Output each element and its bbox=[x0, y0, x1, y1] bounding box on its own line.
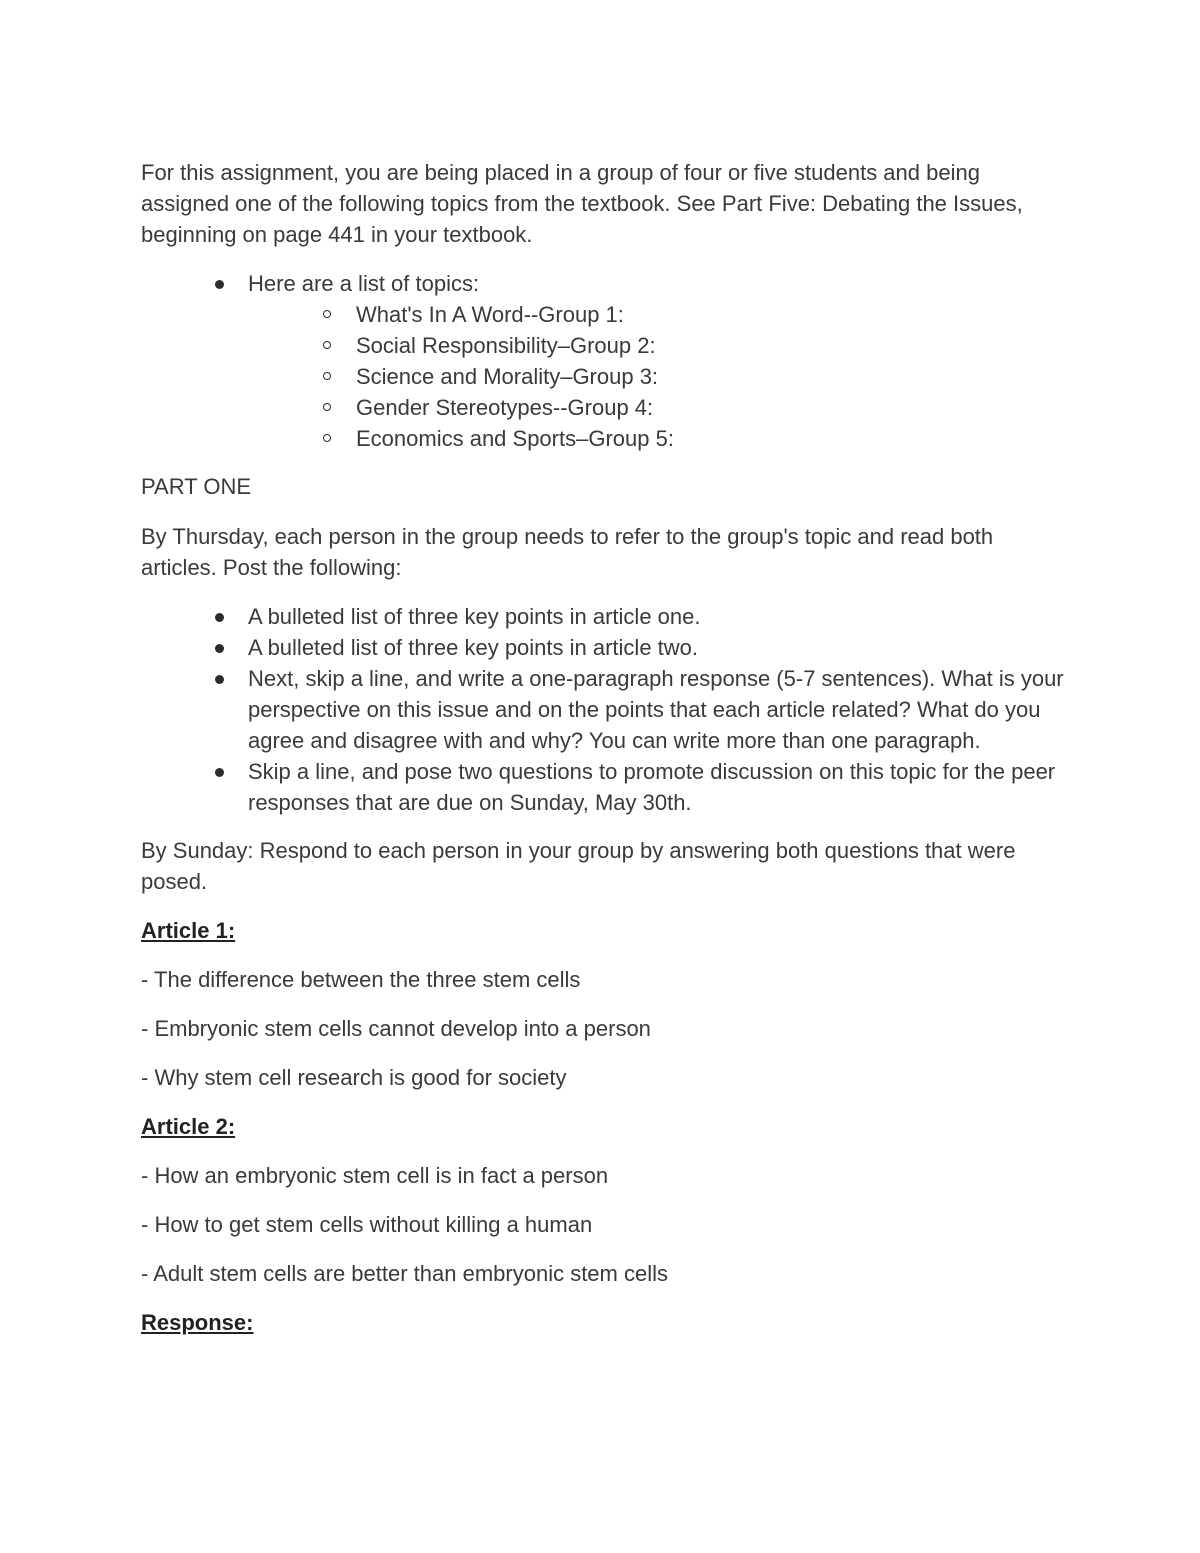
topics-intro-text: Here are a list of topics: bbox=[248, 271, 480, 296]
by-thursday-paragraph: By Thursday, each person in the group needs to refer to the group's topic and read both articles. Post the following: bbox=[141, 524, 994, 580]
by-sunday-paragraph: By Sunday: Respond to each person in your group by answering both questions that were posed. bbox=[141, 838, 1016, 894]
topic-item: Science and Morality–Group 3: bbox=[248, 361, 1071, 392]
topic-item: What's In A Word--Group 1: bbox=[248, 299, 1071, 330]
topic-item: Social Responsibility–Group 2: bbox=[248, 330, 1071, 361]
topics-list bbox=[141, 268, 1071, 454]
topics-sublist bbox=[248, 299, 1071, 454]
article-1-point: - Why stem cell research is good for society bbox=[141, 1065, 567, 1090]
response-heading: Response: bbox=[141, 1310, 254, 1335]
article-2-heading: Article 2: bbox=[141, 1114, 236, 1139]
intro-paragraph: For this assignment, you are being placed in a group of four or five students and being assigned one of the following topics from the textbook. See Part Five: Debating the Issues, beginning on page 441 in your textbook. bbox=[141, 160, 1023, 247]
topic-item: Economics and Sports–Group 5: bbox=[248, 423, 1071, 454]
part-one-heading: PART ONE bbox=[141, 474, 252, 499]
article-1-point: - Embryonic stem cells cannot develop into a person bbox=[141, 1016, 651, 1041]
article-2-point: - How to get stem cells without killing a human bbox=[141, 1212, 593, 1237]
instruction-item: Skip a line, and pose two questions to promote discussion on this topic for the peer responses that are due on Sunday, May 30th. bbox=[141, 756, 1071, 818]
topic-item: Gender Stereotypes--Group 4: bbox=[248, 392, 1071, 423]
article-2-point: - Adult stem cells are better than embryonic stem cells bbox=[141, 1261, 668, 1286]
document-page bbox=[141, 157, 1071, 1338]
instruction-item: A bulleted list of three key points in article one. bbox=[141, 601, 1071, 632]
instruction-item: Next, skip a line, and write a one-paragraph response (5-7 sentences). What is your perspective on this issue and on the points that each article related? What do you agree and disagree with and why? You can write more than one paragraph. bbox=[141, 663, 1071, 756]
article-1-point: - The difference between the three stem cells bbox=[141, 967, 581, 992]
instruction-item: A bulleted list of three key points in article two. bbox=[141, 632, 1071, 663]
article-1-heading: Article 1: bbox=[141, 918, 236, 943]
instructions-list bbox=[141, 601, 1071, 818]
topics-intro-item bbox=[141, 268, 1071, 454]
article-2-point: - How an embryonic stem cell is in fact a person bbox=[141, 1163, 609, 1188]
